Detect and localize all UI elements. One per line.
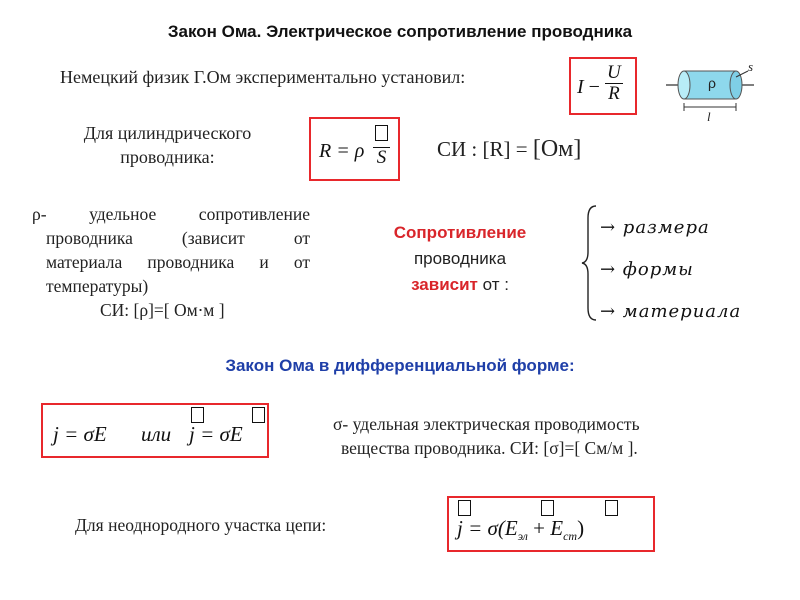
nonuni-plus: + [527,516,551,540]
si-r-eq: = [515,137,528,161]
rho-line4: температуры) [46,276,149,296]
nonuni-lhs: j = σ( [457,516,505,540]
nonuni-sub2: ст [563,529,578,544]
differential-heading: Закон Ома в дифференциальной форме: [225,356,575,375]
sigma-line2: вещества проводника. СИ: [σ]=[ См/м ]. [341,438,638,458]
r-num-box-glyph [375,125,388,141]
rho-description [32,202,310,322]
j-or: или [141,422,172,446]
ohm-R: R [608,82,620,104]
sigma-description [333,412,640,460]
si-r-inner: [R] [482,137,511,161]
nonuni-e2: E [550,516,564,540]
dependency-list [600,207,741,333]
resistance-formula-box [309,117,400,181]
resistance-word: Сопротивление [393,223,527,242]
rho-label: ρ [708,75,716,91]
vec-glyph-e [252,407,265,423]
curly-brace [580,204,600,322]
j-form: j = σE [53,422,107,446]
nonuniform-label: Для неоднородного участка цепи: [75,515,327,535]
sigma-line1: σ- удельная электрическая проводимость [333,414,640,434]
r-denominator: S [376,147,387,168]
depends-tail: от : [477,275,509,294]
nonuni-close: ) [577,516,585,540]
rho-line2: проводника (зависит от [46,228,310,248]
j-vector-form: j = σE [189,422,243,446]
vec-glyph-j [191,407,204,423]
vec-glyph-e1 [541,500,554,516]
dependency-size: → размера [600,217,710,238]
ohm-I: I [577,76,584,98]
l-label: l [707,109,711,124]
s-label: s [748,59,754,74]
dependency-shape: → формы [600,259,694,280]
nonuni-sub1: эл [517,529,528,544]
si-r-unit: [Ом] [532,136,582,162]
cylindrical-line1: Для цилиндрического [83,123,252,143]
vec-glyph-e2 [605,500,618,516]
resistance-line2: проводника [413,249,507,268]
cylindrical-label [60,121,275,169]
rho-line3: материала проводника и от [46,252,310,272]
intro-text: Немецкий физик Г.Ом экспериментально установил: [60,67,466,87]
page-title: Закон Ома. Электрическое сопротивление проводника [167,22,633,41]
ohm-minus: − [588,76,600,98]
dependency-material: → материала [600,301,742,322]
depends-word: зависит [411,275,478,294]
resistance-depends-block [370,220,550,298]
rho-si: СИ: [ρ]=[ Ом⋅м ] [100,300,225,320]
r-lhs: R = ρ [319,140,365,162]
si-r-lhs: СИ : [437,137,478,161]
cylindrical-line2: проводника: [120,147,215,167]
r-numerator [373,125,390,148]
differential-formula-box [41,403,269,458]
ohm-U: U [607,62,621,83]
rho-line1: ρ- удельное сопротивление [32,204,310,224]
conductor-figure [664,55,764,125]
nonuni-e1: E [504,516,518,540]
nonuniform-formula-box [447,496,655,552]
si-resistance [437,136,581,163]
vec-glyph-j2 [458,500,471,516]
ohm-law-formula-box [569,57,637,115]
